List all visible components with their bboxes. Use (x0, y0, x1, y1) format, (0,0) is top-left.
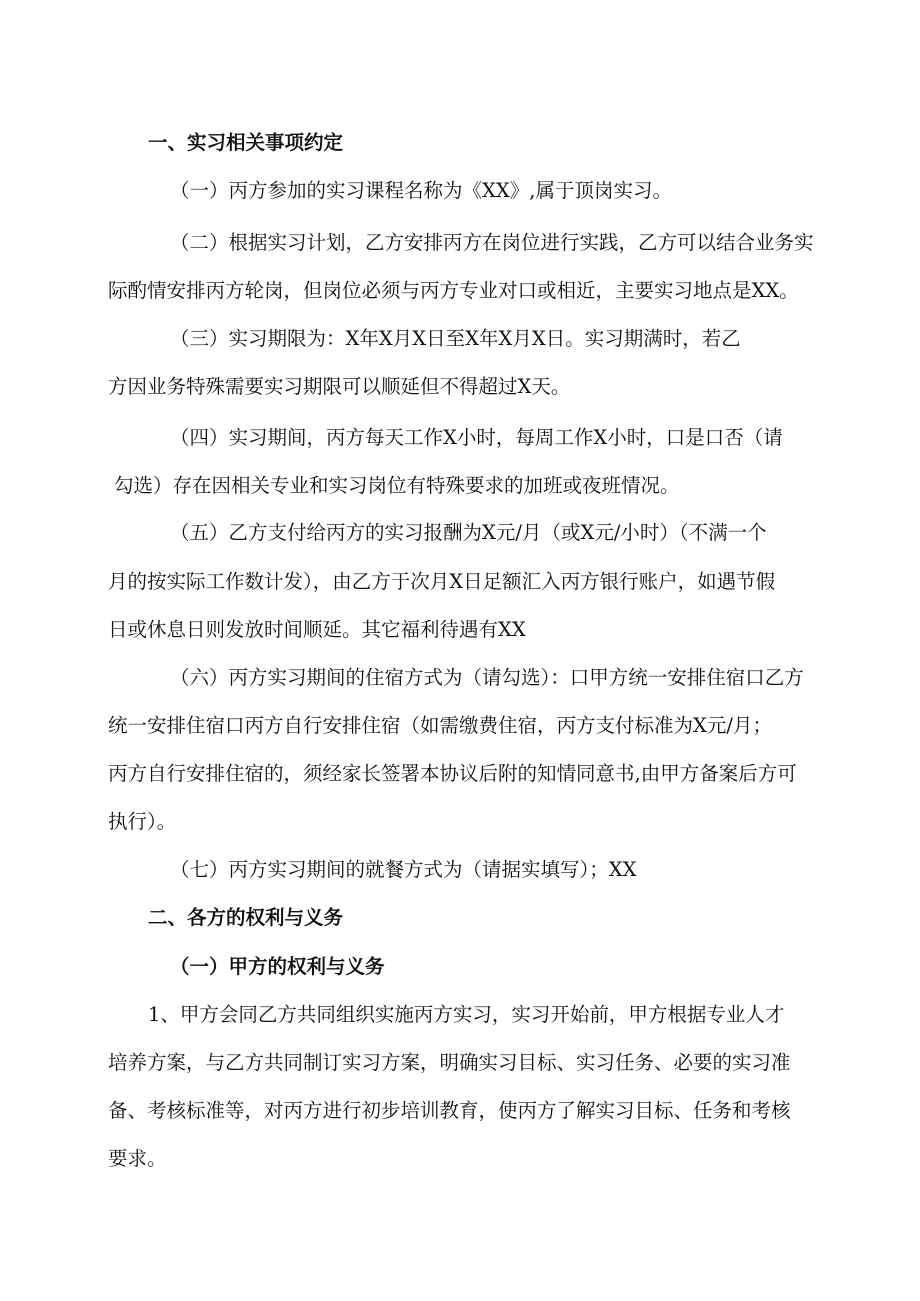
paragraph-line: 执行）。 (108, 810, 177, 833)
paragraph-line: 1、甲方会同乙方共同组织实施丙方实习，实习开始前，甲方根据专业人才 (148, 1003, 785, 1026)
paragraph-line: （一）丙方参加的实习课程名称为《XX》,属于顶岗实习。 (170, 179, 672, 202)
paragraph-line: （三）实习期限为：X年X月X日至X年X月X日。实习期满时，若乙 (170, 327, 741, 350)
paragraph-line: 日或休息日则发放时间顺延。其它福利待遇有XX (108, 618, 526, 641)
paragraph-line: 丙方自行安排住宿的，须经家长签署本协议后附的知情同意书,由甲方备案后方可 (108, 762, 797, 785)
paragraph-line: 培养方案，与乙方共同制订实习方案，明确实习目标、实习任务、必要的实习准 (108, 1051, 791, 1074)
section-heading-2: 二、各方的权利与义务 (148, 906, 344, 929)
subsection-heading: （一）甲方的权利与义务 (170, 955, 385, 978)
paragraph-line: 勾选）存在因相关专业和实习岗位有特殊要求的加班或夜班情况。 (114, 474, 680, 497)
paragraph-line: 方因业务特殊需要实习期限可以顺延但不得超过X天。 (108, 375, 571, 398)
paragraph-line: （二）根据实习计划，乙方安排丙方在岗位进行实践，乙方可以结合业务实 (170, 231, 814, 254)
paragraph-line: （七）丙方实习期间的就餐方式为（请据实填写）；XX (170, 858, 637, 881)
paragraph-line: （六）丙方实习期间的住宿方式为（请勾选）：口甲方统一安排住宿口乙方 (170, 666, 804, 689)
paragraph-line: 际酌情安排丙方轮岗，但岗位必须与丙方专业对口或相近，主要实习地点是XX。 (108, 279, 799, 302)
section-heading-1: 一、实习相关事项约定 (148, 131, 344, 154)
paragraph-line: 统一安排住宿口丙方自行安排住宿（如需缴费住宿，丙方支付标准为X元/月； (108, 714, 772, 737)
paragraph-line: 月的按实际工作数计发），由乙方于次月X日足额汇入丙方银行账户，如遇节假 (108, 570, 776, 593)
paragraph-line: （五）乙方支付给丙方的实习报酬为X元/月（或X元/小时）（不满一个 (170, 521, 767, 544)
paragraph-line: （四）实习期间，丙方每天工作X小时，每周工作X小时，口是口否（请 (170, 426, 783, 449)
paragraph-line: 要求。 (108, 1147, 167, 1170)
paragraph-line: 备、考核标准等，对丙方进行初步培训教育，使丙方了解实习目标、任务和考核 (108, 1099, 791, 1122)
